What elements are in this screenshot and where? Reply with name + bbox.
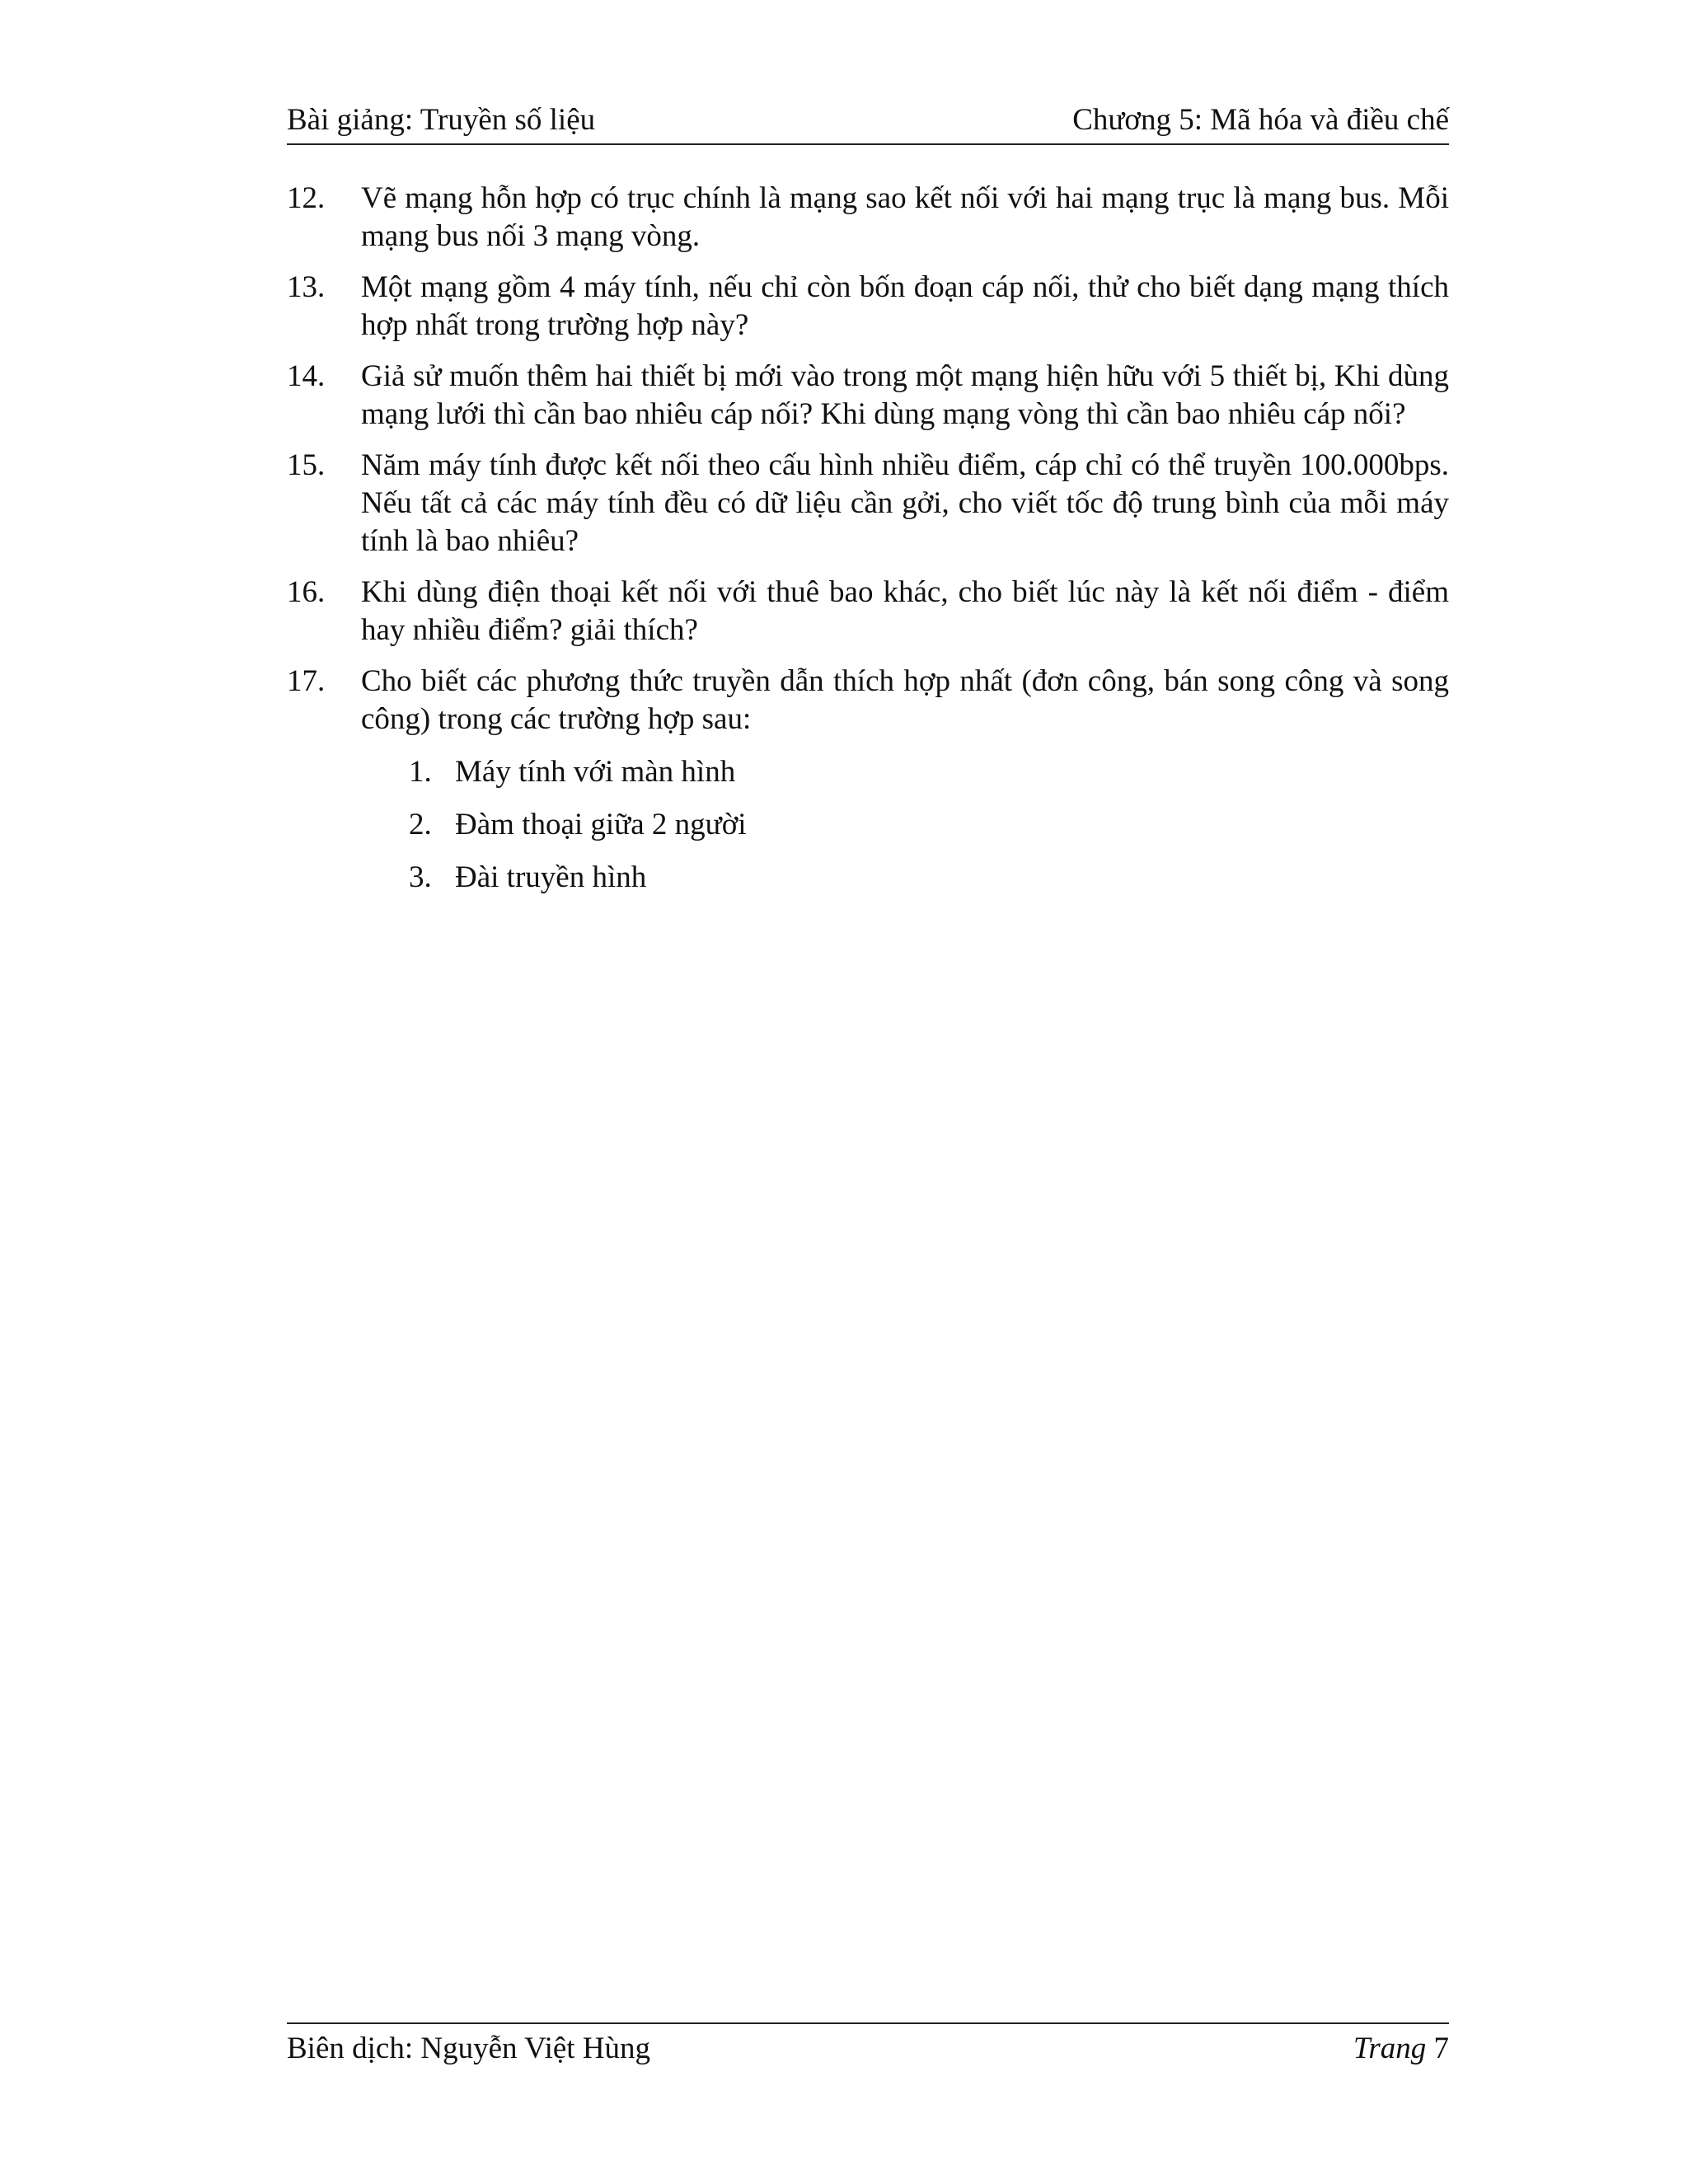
question-text: Khi dùng điện thoại kết nối với thuê bao khác, cho biết lúc này là kết nối điểm - điểm hay nhiều điểm? giải thích?: [361, 575, 1449, 647]
sub-item-list: [409, 753, 1449, 897]
question-text: Cho biết các phương thức truyền dẫn thích hợp nhất (đơn công, bán song công và song công) trong các trường hợp sau:: [361, 664, 1449, 736]
question-text: Năm máy tính được kết nối theo cấu hình nhiều điểm, cáp chỉ có thể truyền 100.000bps. Nếu tất cả các máy tính đều có dữ liệu cần gởi, cho viết tốc độ trung bình của mỗi máy tính là bao nhiêu?: [361, 448, 1449, 558]
question-number: 16.: [287, 575, 326, 609]
footer-page-label: Trang: [1353, 2032, 1427, 2065]
question-number: 12.: [287, 181, 326, 215]
question-text: Vẽ mạng hỗn hợp có trục chính là mạng sao kết nối với hai mạng trục là mạng bus. Mỗi mạng bus nối 3 mạng vòng.: [361, 181, 1449, 253]
page-header: [287, 101, 1449, 145]
page-footer: [287, 2022, 1449, 2072]
exercise-list: [287, 180, 1449, 912]
question-number: 15.: [287, 448, 326, 482]
sub-item-text: Đàm thoại giữa 2 người: [455, 808, 747, 841]
question-number: 13.: [287, 270, 326, 304]
question-text: Một mạng gồm 4 máy tính, nếu chỉ còn bốn đoạn cáp nối, thử cho biết dạng mạng thích hợp nhất trong trường hợp này?: [361, 270, 1449, 342]
sub-item-number: 2.: [409, 808, 432, 841]
sub-item: [409, 753, 1449, 791]
header-chapter-title: Chương 5: Mã hóa và điều chế: [1072, 103, 1449, 137]
sub-item-text: Đài truyền hình: [455, 860, 647, 894]
sub-item-number: 1.: [409, 755, 432, 789]
question-item: [287, 269, 1449, 344]
sub-item-number: 3.: [409, 860, 432, 894]
sub-item: [409, 859, 1449, 897]
footer-page-number: 7: [1433, 2032, 1449, 2065]
question-text: Giả sử muốn thêm hai thiết bị mới vào trong một mạng hiện hữu với 5 thiết bị, Khi dùng mạng lưới thì cần bao nhiêu cáp nối? Khi dùng mạng vòng thì cần bao nhiêu cáp nối?: [361, 359, 1449, 431]
sub-item-text: Máy tính với màn hình: [455, 755, 736, 789]
footer-page: [1353, 2029, 1449, 2069]
header-course-title: Bài giảng: Truyền số liệu: [287, 103, 596, 137]
question-item: [287, 574, 1449, 649]
footer-translator: Biên dịch: Nguyễn Việt Hùng: [287, 2032, 651, 2065]
question-item: [287, 447, 1449, 560]
question-number: 17.: [287, 664, 326, 698]
question-number: 14.: [287, 359, 326, 393]
question-item: [287, 358, 1449, 434]
sub-item: [409, 806, 1449, 844]
question-item: [287, 663, 1449, 738]
question-item: [287, 180, 1449, 255]
